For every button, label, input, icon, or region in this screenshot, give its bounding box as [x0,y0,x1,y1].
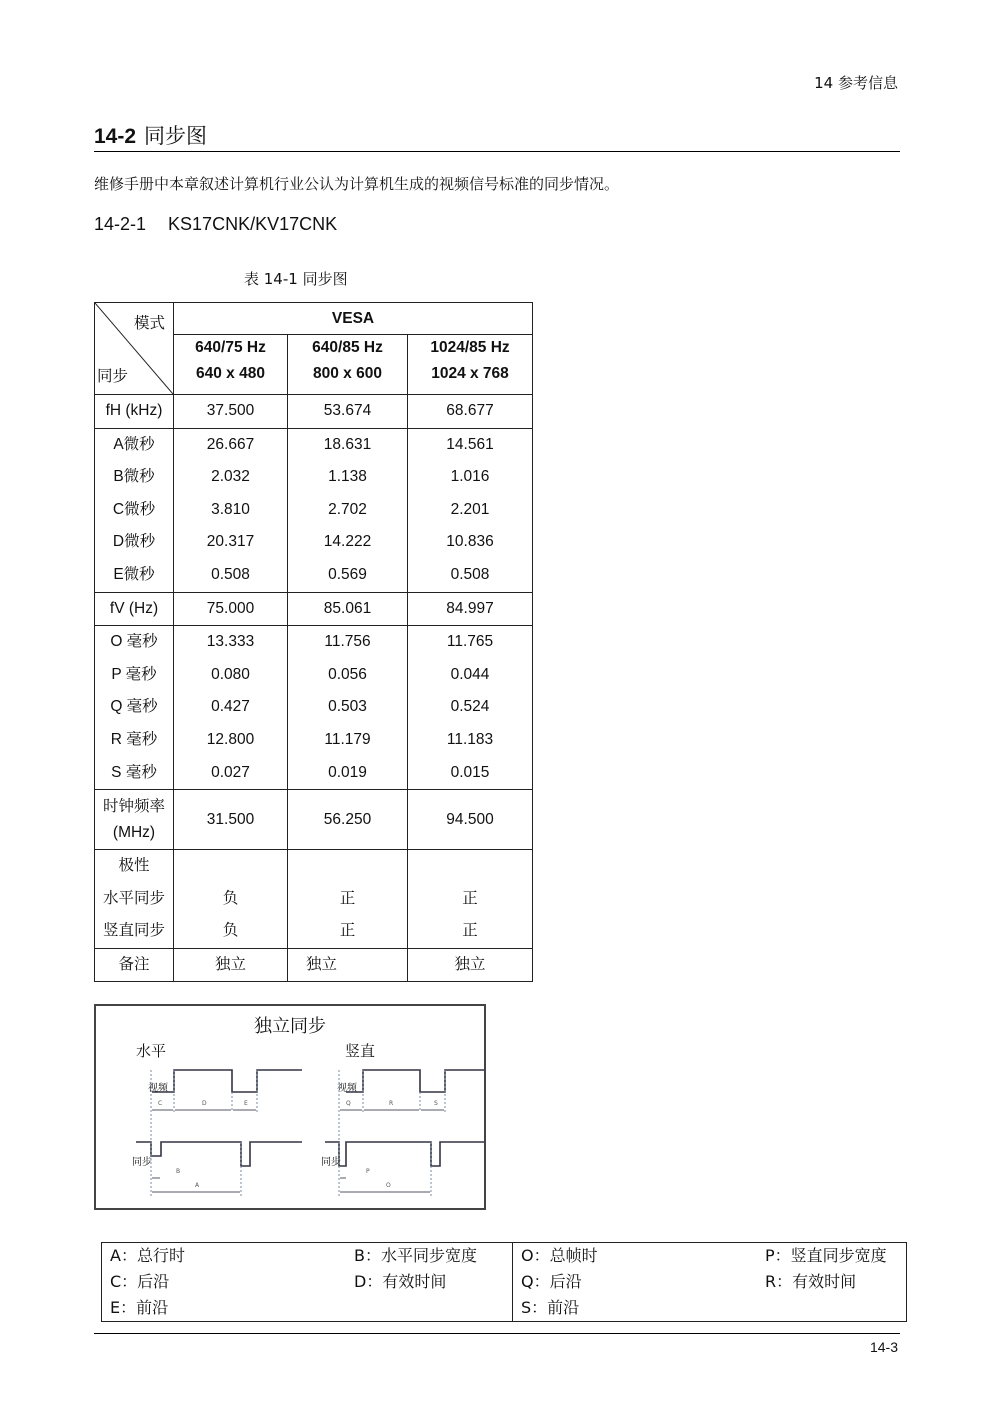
intro-paragraph: 维修手册中本章叙述计算机行业公认为计算机生成的视频信号标准的同步情况。 [94,175,620,193]
row-label: P 毫秒 [111,665,157,683]
table-row [95,428,533,592]
polarity-values [408,850,533,949]
row-label: B微秒 [113,468,155,486]
legend-item [346,1295,513,1322]
fh-label: fH (kHz) [95,395,174,429]
cell-value: 0.080 [211,665,250,683]
legend-item: O：总帧时 [513,1243,758,1270]
clock-value: 31.500 [174,790,288,850]
v-mark-r: R [389,1100,394,1107]
legend-item: A：总行时 [110,1246,185,1265]
cell-value: 0.019 [328,763,367,781]
cell-value: 0.503 [328,698,367,716]
cell-value: 2.201 [450,500,490,518]
cell-value: 11.765 [446,633,494,651]
cell-value: 20.317 [206,533,255,551]
legend-item: B：水平同步宽度 [354,1246,477,1265]
row-label: A微秒 [113,435,155,453]
v-mark-q: Q [346,1100,351,1107]
mode-res: 640 x 480 [196,365,265,383]
h-timing-values [174,428,288,592]
cell-value: 0.056 [328,665,367,683]
notes-value: 独立 [174,948,288,981]
cell-value: 0.044 [450,665,490,683]
table-caption: 表 14-1 同步图 [244,270,348,288]
cell-value: 0.015 [450,763,490,781]
h-video-label: 视频 [148,1083,168,1094]
v-video-label: 视频 [337,1083,357,1094]
row-label: R 毫秒 [110,730,158,748]
mode-freq: 1024/85 Hz [430,339,510,357]
footer-rule [94,1333,900,1334]
cell-value: 10.836 [446,533,494,551]
row-label: S 毫秒 [111,763,157,781]
row-label: Q 毫秒 [110,698,158,716]
clock-label-line: 时钟频率 [102,797,165,815]
fh-value: 68.677 [408,395,533,429]
mode-freq: 640/85 Hz [312,339,383,357]
fv-value: 85.061 [288,592,408,626]
cell-value: 负 [222,922,239,940]
polarity-h-label: 水平同步 [102,889,165,907]
legend-item: C：后沿 [110,1272,170,1291]
v-timing-values [288,626,408,790]
cell-value: 0.524 [450,698,490,716]
table-row [95,790,533,850]
polarity-values [288,850,408,949]
table-row [95,850,533,949]
notes-value: 独立 [408,948,533,981]
mode-header [288,335,408,395]
cell-value: 1.138 [328,468,367,486]
v-timing-values [174,626,288,790]
table-row [95,948,533,981]
cell-value: 正 [339,889,356,907]
fv-value: 84.997 [408,592,533,626]
legend-item: P：竖直同步宽度 [765,1246,887,1265]
cell-value: 正 [339,922,356,940]
row-label: D微秒 [112,533,156,551]
cell-value: 0.508 [211,565,250,583]
timing-waveforms [96,1006,484,1208]
cell-value: 13.333 [206,633,255,651]
mode-header [408,335,533,395]
cell-value: 11.756 [324,633,371,651]
table-row [95,626,533,790]
v-mark-o: O [386,1182,391,1189]
notes-value: 独立 [288,948,408,981]
chapter-header: 14 参考信息 [814,74,898,92]
legend-item: D：有效时间 [354,1272,447,1291]
fh-value: 37.500 [174,395,288,429]
cell-value: 0.508 [450,565,490,583]
section-title [94,120,207,150]
cell-value: 正 [462,889,478,907]
section-title-text: 同步图 [144,124,208,148]
cell-value: 负 [222,889,239,907]
cell-value: 正 [462,922,478,940]
cell-value: 2.032 [211,468,250,486]
v-video-waveform [346,1070,484,1092]
legend-item: E：前沿 [110,1298,169,1317]
subsection-model: KS17CNK/KV17CNK [168,214,338,234]
legend-item [757,1295,907,1322]
v-sync-waveform [325,1142,484,1166]
v-timing-labels [95,626,174,790]
row-label: E微秒 [113,565,155,583]
cell-value: 1.016 [450,468,490,486]
cell-value: 11.179 [324,730,371,748]
mode-freq: 640/75 Hz [195,339,266,357]
fv-value: 75.000 [174,592,288,626]
fh-value: 53.674 [288,395,408,429]
subsection-number: 14-2-1 [94,214,147,234]
corner-sync-label: 同步 [97,368,129,385]
h-mark-e: E [244,1100,248,1107]
clock-value: 56.250 [288,790,408,850]
vertical-label: 竖直 [345,1042,376,1060]
cell-value: 12.800 [206,730,255,748]
h-mark-c: C [158,1100,163,1107]
cell-value: 18.631 [323,435,372,453]
cell-value: 0.027 [211,763,250,781]
cell-value: 2.702 [328,500,367,518]
subsection-heading [94,214,337,235]
horizontal-label: 水平 [136,1042,167,1060]
vesa-header: VESA [174,303,533,335]
v-timing-values [408,626,533,790]
legend-item: S：前沿 [513,1295,758,1322]
corner-cell [95,303,174,395]
cell-value: 0.427 [211,698,250,716]
legend-table [101,1242,907,1322]
cell-value: 26.667 [206,435,255,453]
v-sync-label: 同步 [321,1157,341,1168]
table-row [95,592,533,626]
mode-res: 800 x 600 [313,365,382,383]
row-label: O 毫秒 [110,633,158,651]
clock-value: 94.500 [408,790,533,850]
h-timing-values [288,428,408,592]
sync-table [94,302,533,982]
mode-header [174,335,288,395]
header-rule [94,151,900,152]
h-sync-label: 同步 [132,1157,152,1168]
polarity-label: 极性 [118,857,150,875]
row-label: C微秒 [112,500,156,518]
polarity-labels [95,850,174,949]
polarity-v-label: 竖直同步 [102,922,165,940]
legend-item: Q：后沿 [513,1269,758,1295]
cell-value: 3.810 [211,500,250,518]
clock-label [95,790,174,850]
clock-label-unit: (MHz) [112,823,156,841]
cell-value: 0.569 [328,565,367,583]
cell-value: 14.222 [323,533,372,551]
legend-item: R：有效时间 [765,1272,857,1291]
sync-diagram [94,1004,486,1210]
cell-value: 11.183 [446,730,494,748]
h-mark-d: D [202,1100,207,1107]
polarity-values [174,850,288,949]
section-number: 14-2 [94,125,137,148]
notes-label: 备注 [95,948,174,981]
corner-mode-label: 模式 [133,315,165,332]
cell-value: 14.561 [446,435,494,453]
h-video-waveform [152,1070,302,1092]
diagram-title: 独立同步 [254,1016,326,1037]
page-number: 14-3 [869,1339,898,1355]
fv-label: fV (Hz) [95,592,174,626]
h-sync-waveform [136,1142,302,1166]
mode-res: 1024 x 768 [431,365,509,383]
h-mark-a: A [195,1182,200,1189]
v-mark-p: P [366,1168,370,1175]
h-timing-values [408,428,533,592]
table-row [95,395,533,429]
v-mark-s: S [434,1100,438,1107]
h-mark-b: B [176,1168,181,1175]
h-timing-labels [95,428,174,592]
